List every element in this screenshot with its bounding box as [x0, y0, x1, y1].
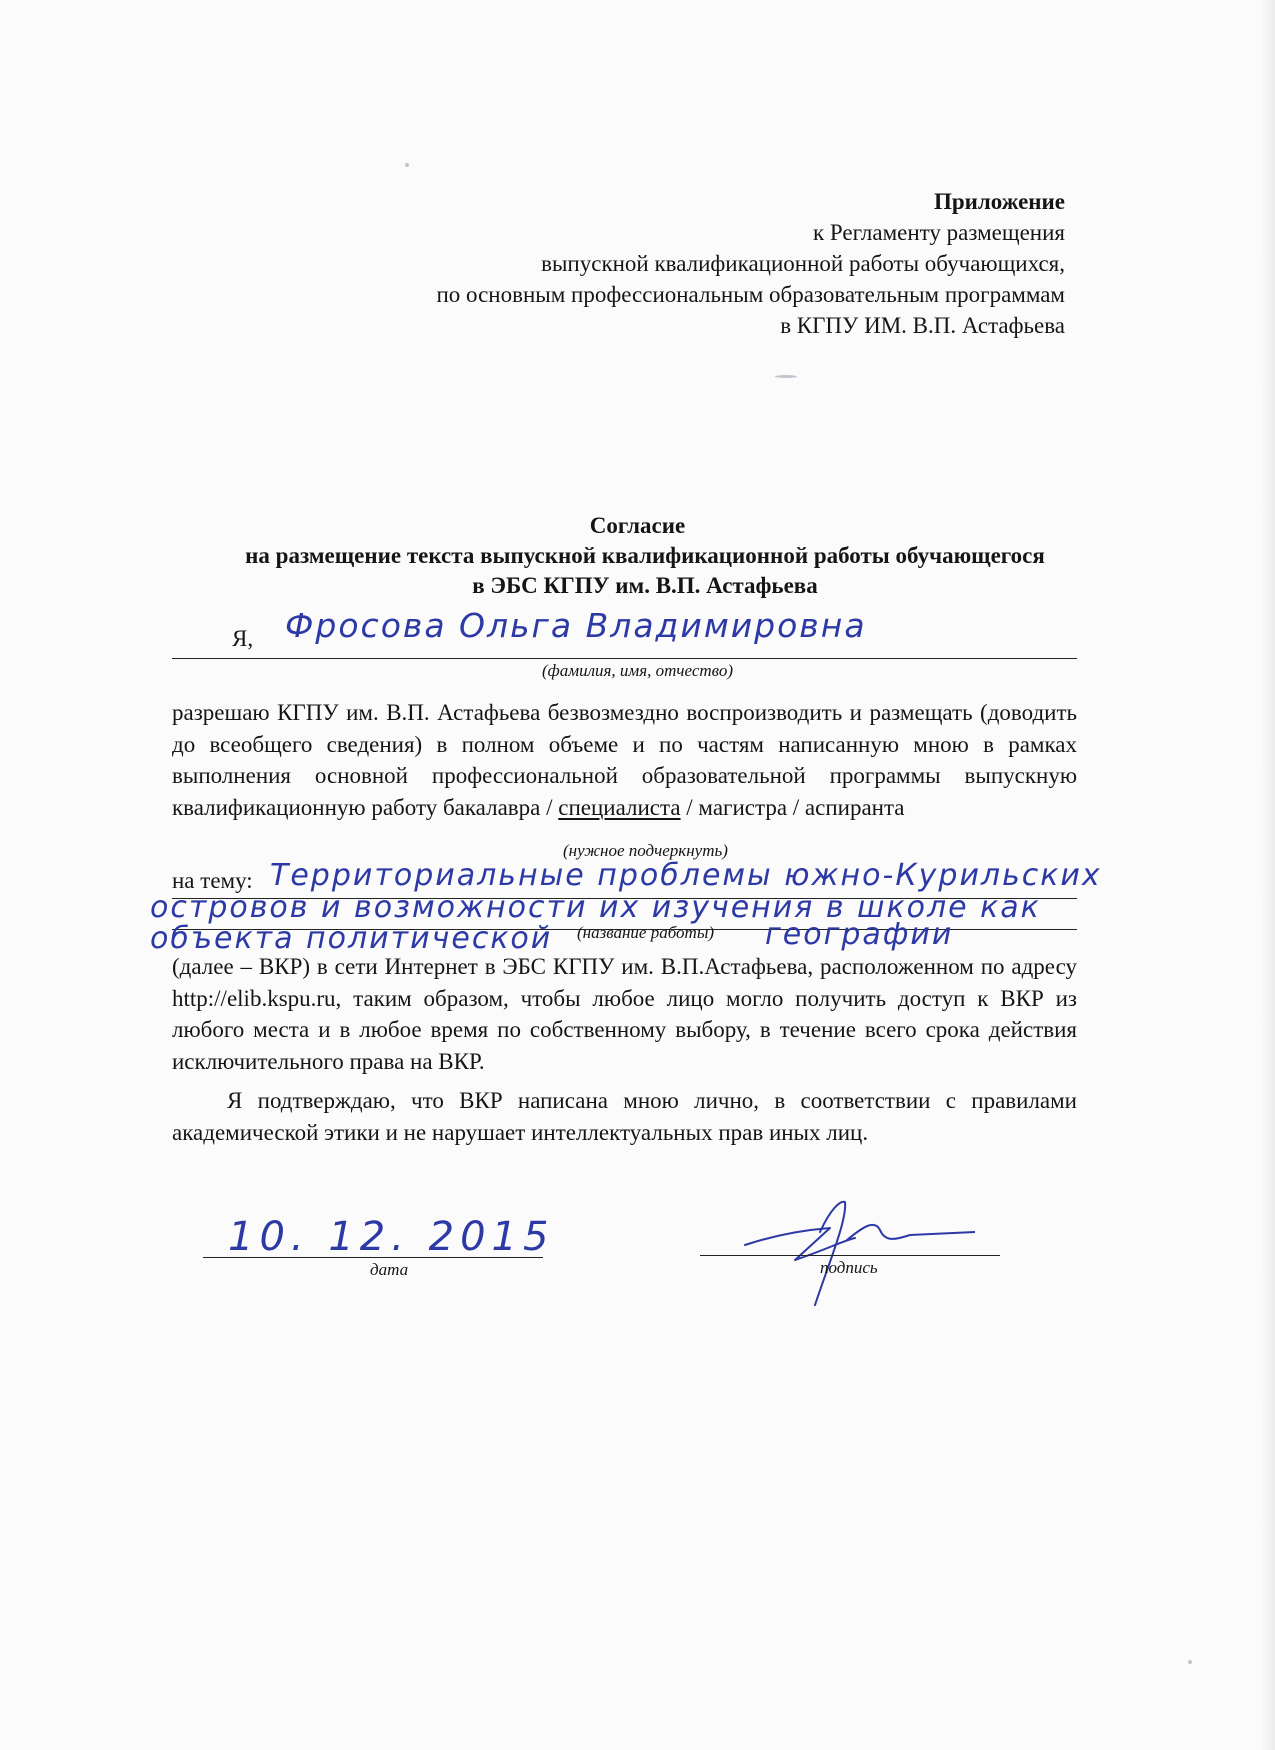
handwritten-name: Фросова Ольга Владимировна	[285, 606, 867, 645]
document-title	[0, 511, 1275, 601]
signature-hint: подпись	[820, 1258, 878, 1277]
topic-hint: (название работы)	[577, 923, 714, 942]
handwritten-date: 10. 12. 2015	[228, 1214, 555, 1260]
title-line: в ЭБС КГПУ им. В.П. Астафьева	[472, 573, 818, 598]
handwritten-topic-line: объекта политической	[150, 921, 553, 956]
appendix-line: в КГПУ ИМ. В.П. Астафьева	[780, 313, 1065, 338]
appendix-line: выпускной квалификационной работы обучающихся,	[541, 251, 1065, 276]
handwritten-topic-line: географии	[765, 917, 954, 952]
appendix-header	[436, 186, 1065, 341]
degree-underlined: специалиста	[558, 794, 681, 820]
underline-hint: (нужное подчеркнуть)	[563, 841, 728, 860]
appendix-line: к Регламенту размещения	[813, 220, 1065, 245]
consent-paragraph	[172, 697, 1077, 823]
consent-text: разрешаю КГПУ им. В.П. Астафьева безвозмездно воспроизводить и размещать (доводить до всеобщего сведения) в полном объеме и по частям написанную мною в рамках выполнения основной профессиональной образовательной программы выпускную квалификационную работу бакалавра /	[172, 700, 1077, 820]
title-line: Согласие	[589, 513, 686, 538]
consent-text-end: / магистра / аспиранта	[680, 794, 905, 820]
confirmation-paragraph: Я подтверждаю, что ВКР написана мною лично, в соответствии с правилами академической этики и не нарушает интеллектуальных прав иных лиц.	[172, 1088, 1077, 1145]
title-line: на размещение текста выпускной квалификационной работы обучающегося	[245, 543, 1045, 568]
appendix-heading: Приложение	[933, 189, 1065, 214]
scan-speck	[1188, 1660, 1192, 1664]
name-underline	[172, 658, 1077, 659]
scan-speck	[775, 375, 797, 378]
signature-mark	[735, 1190, 975, 1310]
date-hint: дата	[370, 1260, 409, 1279]
handwritten-topic-line: островов и возможности их изучения в школе как	[150, 890, 1041, 925]
signature-underline	[700, 1255, 1000, 1256]
appendix-line: по основным профессиональным образовательным программам	[436, 282, 1065, 307]
name-prefix: Я,	[232, 626, 254, 651]
scan-speck	[405, 163, 409, 167]
date-underline	[203, 1257, 543, 1258]
publication-paragraph: (далее – ВКР) в сети Интернет в ЭБС КГПУ им. В.П.Астафьева, расположенном по адресу http://elib.kspu.ru, таким образом, чтобы любое лицо могло получить доступ к ВКР из любого места и в любое время по собственному выбору, в течение всего срока действия исключительного права на ВКР.	[172, 954, 1077, 1074]
name-hint: (фамилия, имя, отчество)	[542, 661, 733, 680]
topic-label: на тему:	[172, 868, 253, 893]
handwritten-topic-line: Территориальные проблемы южно-Курильских	[270, 858, 1102, 893]
